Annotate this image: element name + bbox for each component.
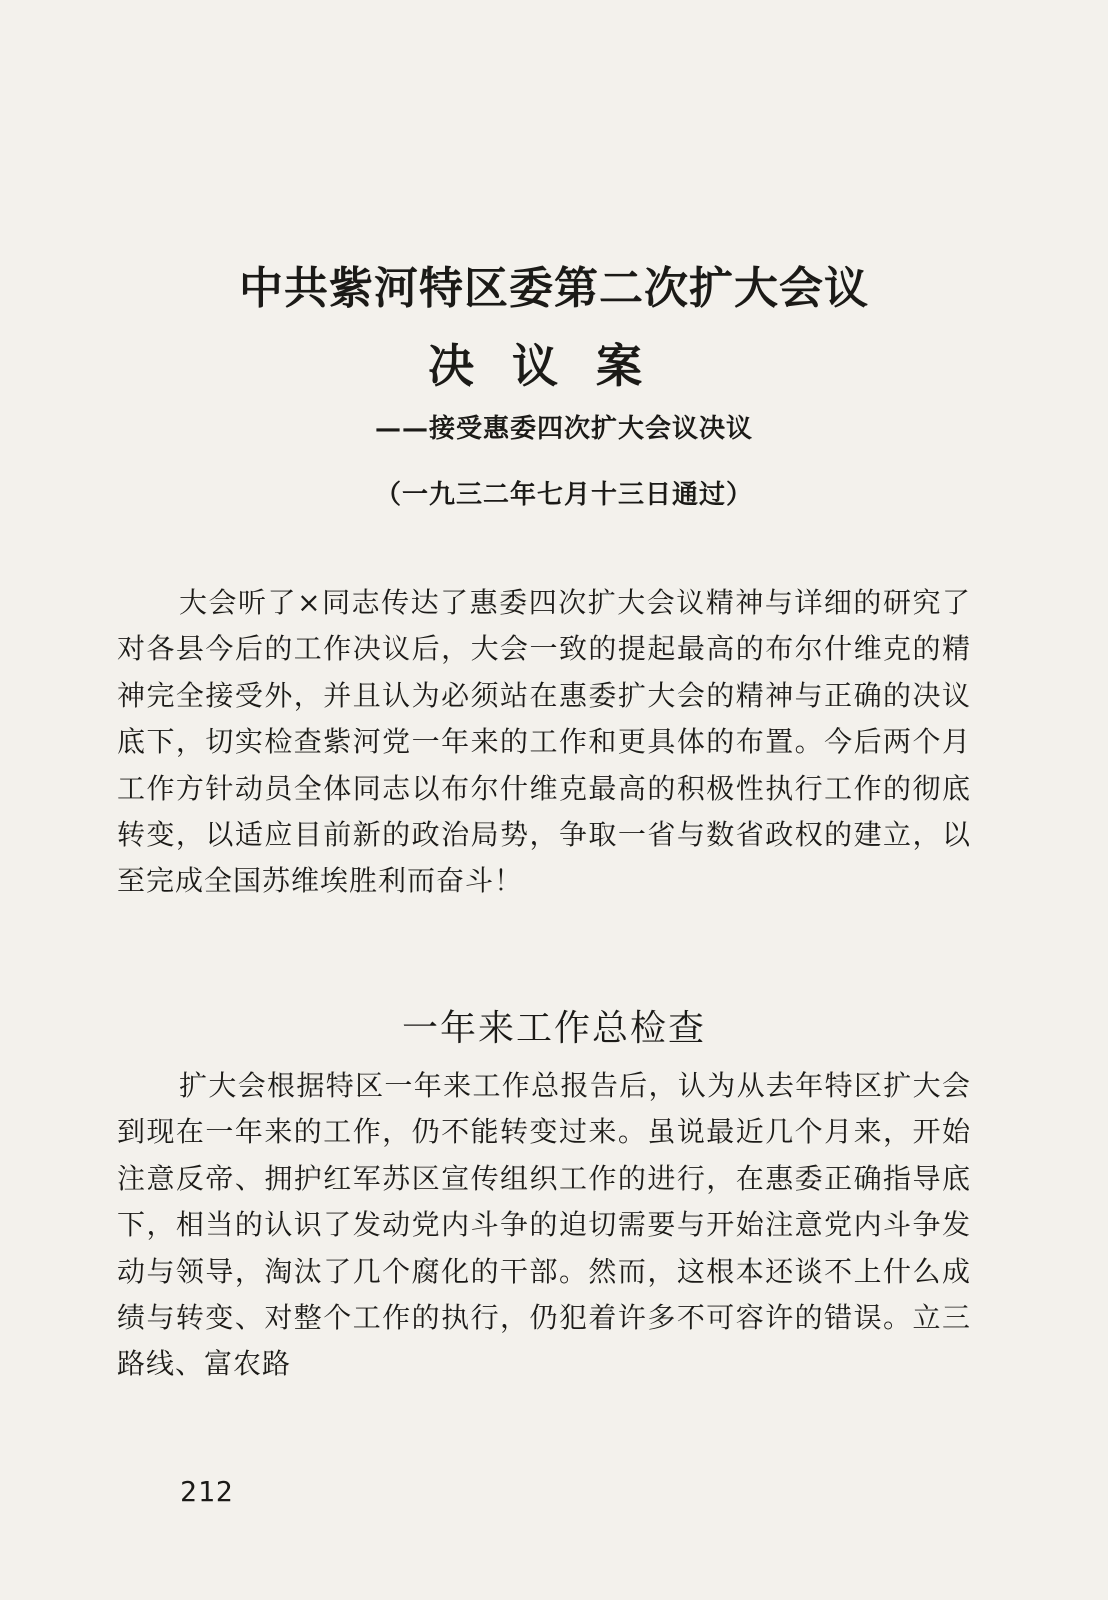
section-paragraph: 扩大会根据特区一年来工作总报告后，认为从去年特区扩大会到现在一年来的工作，仍不能转变过来。虽说最近几个月来，开始注意反帝、拥护红军苏区宣传组织工作的进行，在惠委正确指导底下，相当的认识了发动党内斗争的迫切需要与开始注意党内斗争发动与领导，淘汰了几个腐化的干部。然而，这根本还谈不上什么成绩与转变、对整个工作的执行，仍犯着许多不可容许的错误。立三路线、富农路 — [117, 1069, 971, 1381]
section-heading: 一年来工作总检查 — [401, 1008, 706, 1049]
adoption-date: （一九三二年七月十三日通过） — [374, 480, 753, 510]
document-title-subline: 决议案 — [428, 339, 680, 393]
page-number: 212 — [180, 1475, 234, 1508]
document-subtitle: ——接受惠委四次扩大会议决议 — [374, 414, 753, 444]
intro-paragraph: 大会听了×同志传达了惠委四次扩大会议精神与详细的研究了对各县今后的工作决议后，大会一致的提起最高的布尔什维克的精神完全接受外，并且认为必须站在惠委扩大会的精神与正确的决议底下，切实检查紫河党一年来的工作和更具体的布置。今后两个月工作方针动员全体同志以布尔什维克最高的积极性执行工作的彻底转变，以适应目前新的政治局势，争取一省与数省政权的建立，以至完成全国苏维埃胜利而奋斗！ — [117, 586, 971, 898]
document-title: 中共紫河特区委第二次扩大会议 — [239, 263, 869, 314]
